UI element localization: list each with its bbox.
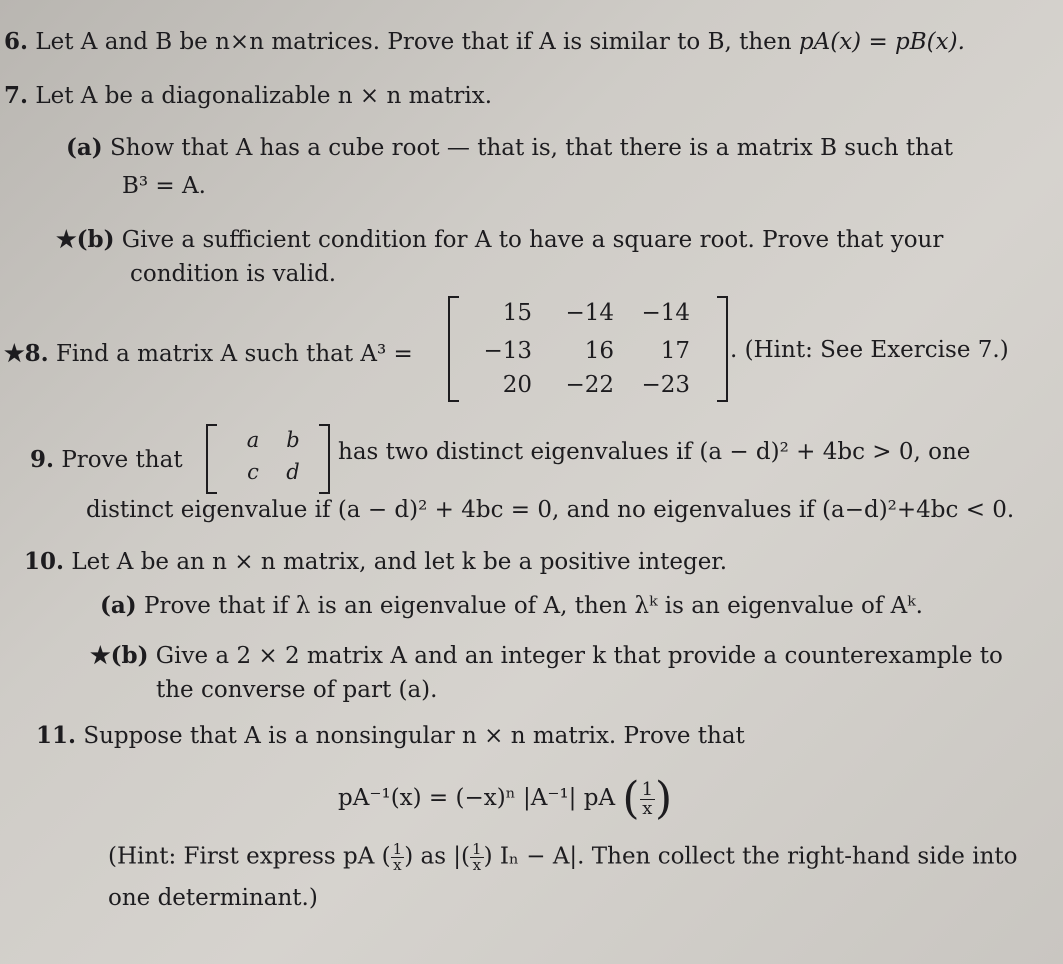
exercise-9 bbox=[30, 446, 183, 474]
part-label: ★(b) bbox=[56, 226, 115, 253]
matrix-cell: 15 bbox=[502, 300, 532, 326]
matrix-cell: −23 bbox=[641, 372, 690, 398]
exercise-7a bbox=[66, 134, 953, 162]
right-bracket bbox=[319, 424, 330, 494]
display-formula bbox=[338, 774, 672, 823]
right-bracket bbox=[717, 296, 728, 402]
matrix-cell: −22 bbox=[565, 372, 614, 398]
exercise-7b bbox=[56, 226, 943, 254]
matrix-2x2 bbox=[206, 424, 330, 496]
matrix-cell: 16 bbox=[584, 338, 614, 364]
part-label: ★(b) bbox=[90, 642, 149, 669]
matrix-cell: −14 bbox=[565, 300, 614, 326]
fraction bbox=[391, 842, 405, 873]
denominator: x bbox=[642, 797, 653, 819]
exercise-number: 7. bbox=[4, 82, 29, 109]
denominator: x bbox=[393, 856, 402, 874]
hint-text: as bbox=[420, 843, 446, 870]
exercise-text: Suppose that A is a nonsingular n × n matrix. Prove that bbox=[83, 723, 745, 749]
denominator: x bbox=[472, 856, 482, 874]
hint-text: . (Hint: See Exercise 7.) bbox=[730, 337, 1009, 363]
part-text-continued: the converse of part (a). bbox=[156, 677, 438, 703]
part-text-continued: condition is valid. bbox=[130, 261, 337, 287]
part-text: Give a sufficient condition for A to have a square root. Prove that your bbox=[121, 227, 944, 253]
hint-text: Iₙ − A|. Then collect the right-hand side into bbox=[499, 843, 1018, 870]
numerator: 1 bbox=[472, 840, 482, 858]
exercise-10a bbox=[100, 592, 923, 620]
exercise-number: ★8. bbox=[4, 340, 49, 367]
exercise-number: 6. bbox=[4, 28, 29, 55]
part-label: (a) bbox=[66, 134, 103, 161]
exercise-text-continued: distinct eigenvalue if (a − d)² + 4bc = 0, and no eigenvalues if (a−d)²+4bc < 0. bbox=[86, 497, 1015, 523]
fraction bbox=[640, 778, 655, 819]
matrix-cell: a bbox=[246, 428, 260, 452]
exercise-text: has two distinct eigenvalues if (a − d)² + 4bc > 0, one bbox=[338, 439, 971, 465]
exercise-text: Let A and B be n×n matrices. Prove that if A is similar to B, then bbox=[35, 29, 799, 55]
hint-text-continued: one determinant.) bbox=[108, 885, 318, 911]
left-bracket bbox=[206, 424, 217, 494]
exercise-7 bbox=[4, 82, 492, 110]
matrix-3x3 bbox=[448, 296, 728, 404]
exercise-number: 10. bbox=[24, 548, 65, 575]
exercise-number: 11. bbox=[36, 722, 77, 749]
matrix-cell: d bbox=[286, 460, 300, 484]
hint-text: (Hint: First express pA bbox=[108, 843, 375, 870]
exercise-number: 9. bbox=[30, 446, 55, 473]
formula: pA(x) = pB(x). bbox=[798, 29, 965, 55]
formula-left: pA⁻¹(x) = (−x)ⁿ |A⁻¹| pA bbox=[338, 785, 616, 811]
part-text-continued: B³ = A. bbox=[122, 173, 206, 199]
matrix-cell: c bbox=[247, 460, 259, 484]
matrix-cell: −13 bbox=[483, 338, 532, 364]
part-label: (a) bbox=[100, 592, 137, 619]
left-bracket bbox=[448, 296, 459, 402]
part-text: Prove that if λ is an eigenvalue of A, then λᵏ is an eigenvalue of Aᵏ. bbox=[143, 593, 923, 619]
matrix-cell: b bbox=[286, 428, 300, 452]
matrix-cell: −14 bbox=[641, 300, 690, 326]
part-text: Give a 2 × 2 matrix A and an integer k that provide a counterexample to bbox=[155, 643, 1003, 669]
fraction bbox=[470, 842, 484, 873]
exercise-10b bbox=[90, 642, 1003, 670]
close-paren: ) bbox=[655, 773, 673, 824]
exercise-8 bbox=[4, 340, 413, 368]
matrix-cell: 17 bbox=[660, 338, 690, 364]
exercise-text: Let A be an n × n matrix, and let k be a positive integer. bbox=[71, 549, 728, 575]
exercise-text: Let A be a diagonalizable n × n matrix. bbox=[35, 83, 493, 109]
exercise-11-hint: (Hint: First express pA ( $\frac{1}{x}$ ) as |( $\frac{1}{x}$ ) Iₙ − A|. Then collect the right-hand side into bbox=[108, 840, 1018, 874]
exercise-6 bbox=[4, 28, 965, 56]
exercise-text: Prove that bbox=[61, 447, 183, 473]
exercise-11 bbox=[36, 722, 745, 750]
matrix-cell: 20 bbox=[502, 372, 532, 398]
exercise-10 bbox=[24, 548, 727, 576]
numerator: 1 bbox=[392, 840, 403, 858]
part-text: Show that A has a cube root — that is, that there is a matrix B such that bbox=[109, 135, 953, 161]
open-paren: ( bbox=[622, 773, 640, 824]
exercise-text: Find a matrix A such that A³ = bbox=[55, 341, 413, 367]
numerator: 1 bbox=[641, 778, 654, 800]
